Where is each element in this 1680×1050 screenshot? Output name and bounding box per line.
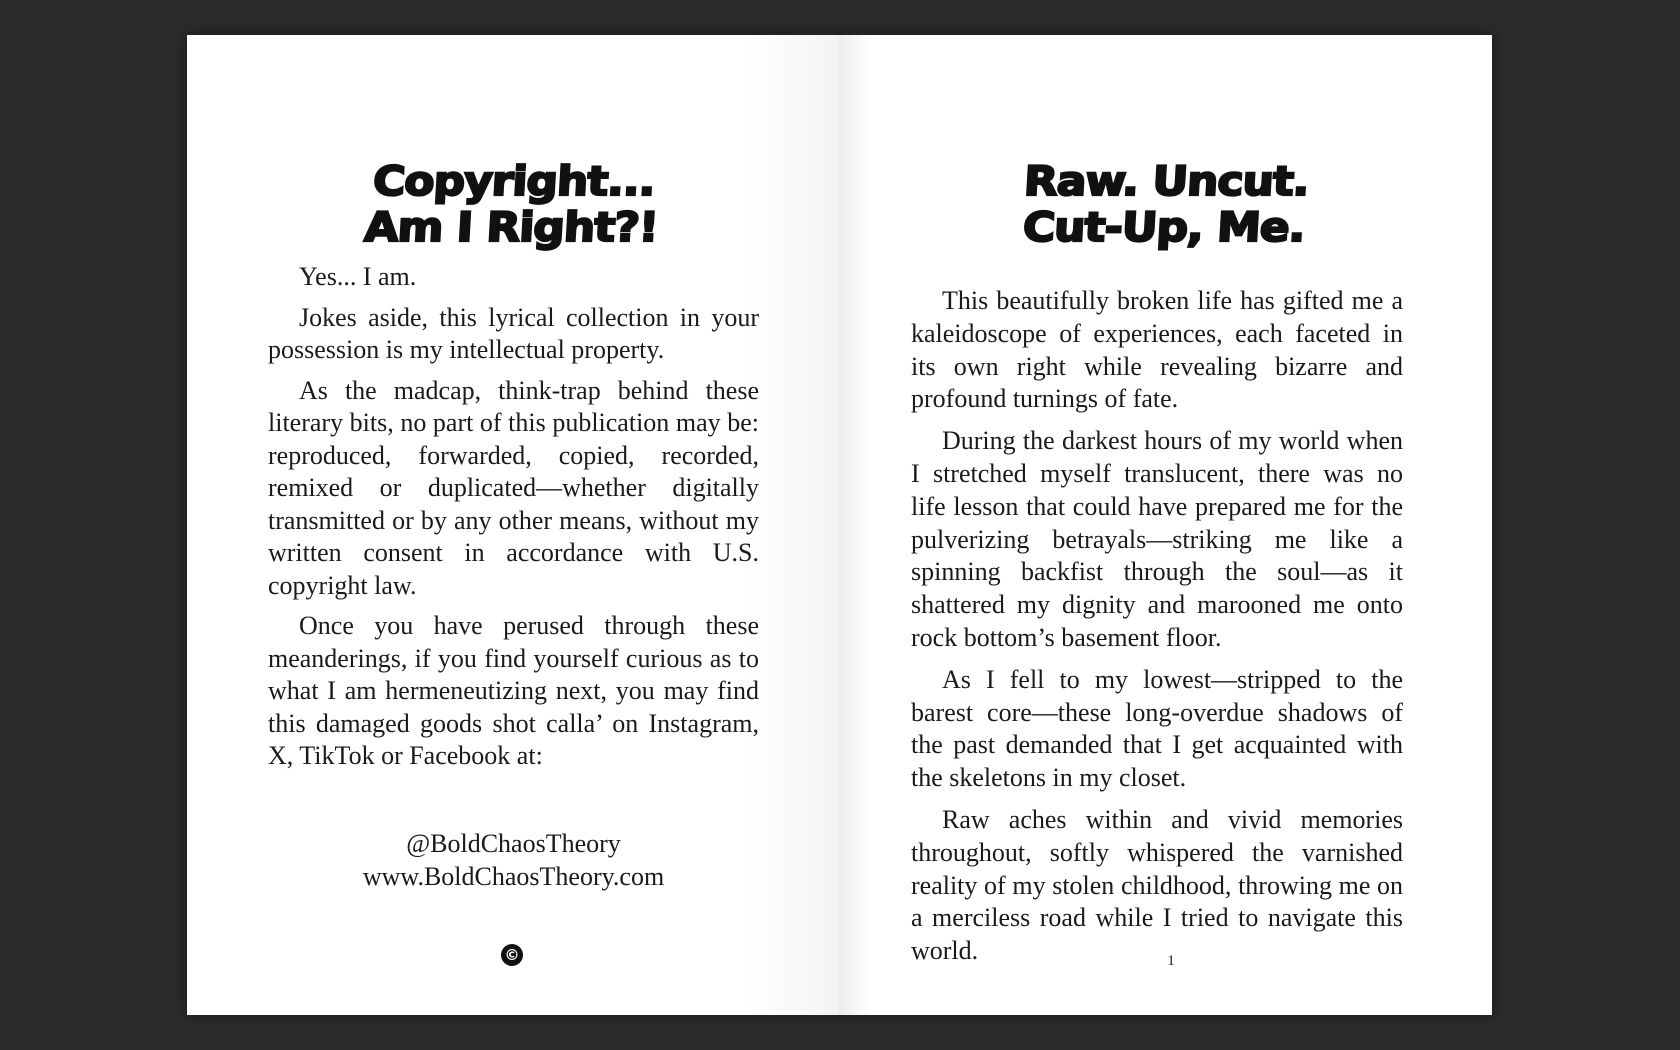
website-link: www.BoldChaosTheory.com — [362, 862, 665, 891]
paragraph: This beautifully broken life has gifted me a kaleidoscope of experiences, each faceted in its own right while revealing bizarre and profound turnings of fate. — [911, 286, 1403, 414]
heading-line: Am I Right?! — [363, 204, 660, 251]
paragraph: Yes... I am. — [299, 262, 417, 291]
copyright-heading — [244, 159, 780, 251]
heading-line: Raw. Uncut. — [1022, 158, 1311, 205]
right-page — [838, 35, 1492, 1015]
heading-line: Copyright... — [371, 158, 656, 205]
copyright-body — [268, 261, 759, 781]
chapter-body — [911, 285, 1403, 977]
social-handle: @BoldChaosTheory — [406, 829, 621, 858]
book-spread — [187, 35, 1492, 1015]
left-page — [187, 35, 838, 1015]
paragraph: During the darkest hours of my world when I stretched myself translucent, there was no life lesson that could have prepared me for the pulverizing betrayals—striking me like a spinning backfist through the soul—as it shattered my dignity and marooned me onto rock bottom’s basement floor. — [911, 426, 1403, 652]
heading-line: Cut-Up, Me. — [1021, 204, 1306, 251]
contact-block — [268, 827, 759, 893]
chapter-heading — [895, 159, 1434, 251]
page-number: 1 — [1167, 953, 1175, 969]
paragraph: As the madcap, think-trap behind these literary bits, no part of this publication may be: reproduced, forwarded, copied, recorded, remixed or duplicated—whether digitally transmitted or by any other means, without my written consent in accordance with U.S. copyright law. — [268, 375, 759, 600]
paragraph: Raw aches within and vivid memories throughout, softly whispered the varnished reality of my stolen childhood, throwing me on a merciless road while I tried to navigate this world. — [911, 804, 1403, 966]
paragraph: Once you have perused through these meanderings, if you find yourself curious as to what I am hermeneutizing next, you may find this damaged goods shot calla’ on Instagram, X, TikTok or Facebook at: — [268, 611, 759, 770]
paragraph: As I fell to my lowest—stripped to the barest core—these long-overdue shadows of the past demanded that I get acquainted with the skeletons in my closet. — [911, 664, 1403, 793]
copyright-icon: © — [501, 944, 523, 966]
paragraph: Jokes aside, this lyrical collection in your possession is my intellectual property. — [268, 302, 759, 364]
